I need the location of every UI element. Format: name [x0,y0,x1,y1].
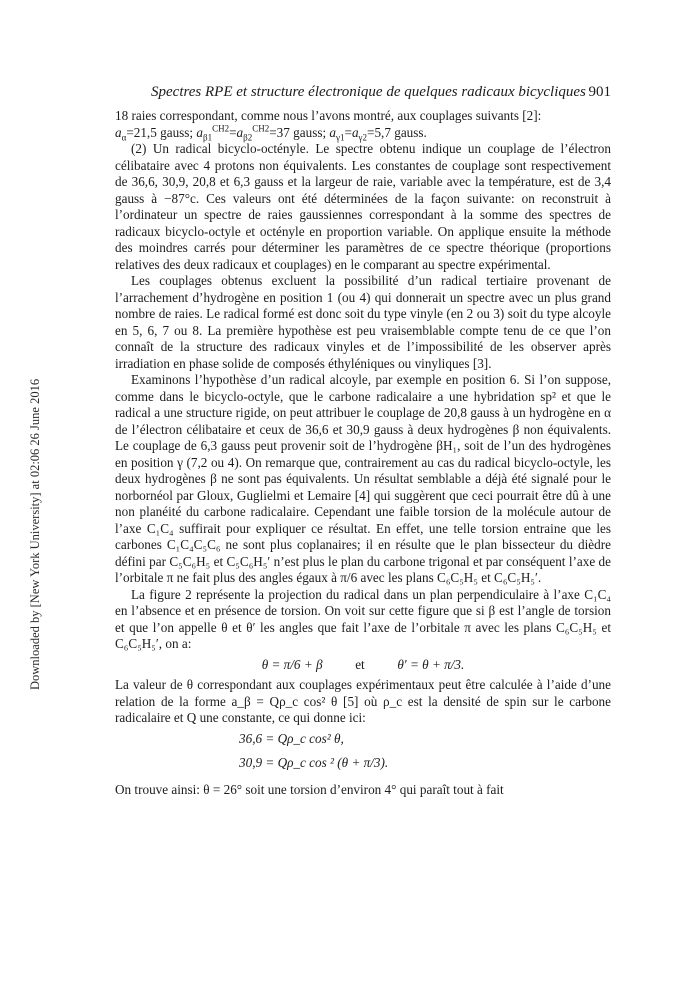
paragraph-2: (2) Un radical bicyclo-octényle. Le spectre obtenu indique un couplage de l’électron célibataire avec 4 protons non équivalents. Les constantes de couplage sont respectivement de 36,6, 30,9, 20,8 et 6,3 gauss et la largeur de raie, variable avec la température, est de 3,4 gauss à −87°c. Ces valeurs ont été déterminées de la façon suivante: on reconstruit à l’ordinateur un spectre de raies gaussiennes correspondant à la somme des spectres de radicaux bicyclo-octyle et octényle en proportion variable. On applique ensuite la méthode des moindres carrés pour déterminer les paramètres de ce spectre théorique (proportions relatives des deux radicaux et couplages) en le comparant au spectre expérimental. [115,141,611,272]
paragraph-4: Examinons l’hypothèse d’un radical alcoyle, par exemple en position 6. Si l’on suppose, comme dans le bicyclo-octyle, que le carbone radicalaire a une hybridation sp² et que le radical a une structure rigide, on peut attribuer le couplage de 20,8 gauss à un hydrogène en α de l’électron célibataire et ceux de 36,6 et 30,9 gauss à deux hydrogènes β non équivalents. Le couplage de 6,3 gauss peut provenir soit de l’hydrogène βH₁, soit de l’un des hydrogènes en position γ (7,2 ou 4). On remarque que, contrairement au cas du radical bicyclo-octyle, les deux hydrogènes β ne sont pas équivalents. Un résultat semblable a déjà été signalé pour le norbornéol par Gloux, Guglielmi et Lemaire [4] qui suggèrent que ceci pourrait être dû à une non planéité du carbone radicalaire. Cependant une faible torsion de la molécule autour de l’axe C₁C₄ suffirait pour expliquer ce résultat. En effet, une telle torsion entraine que les carbones C₁C₄C₅C₆ ne sont plus coplanaires; il en résulte que le plan bissecteur du dièdre défini par C₅C₆H₅ et C₅C₆H₅′ n’est plus le plan du carbone trigonal et par conséquent l’axe de l’orbitale π ne fait plus des angles égaux à π/6 avec les plans C₆C₅H₅ et C₆C₅H₅′. [115,372,611,585]
paragraph-5: La figure 2 représente la projection du radical dans un plan perpendiculaire à l’axe C₁C₄ en l’absence et en présence de torsion. On voit sur cette figure que si β est l’angle de torsion et que l’on appelle θ et θ′ les angles que fait l’axe de l’orbitale π avec les plans C₆C₅H₅ et C₆C₅H₅′, on a: [115,586,611,651]
equation-1-left: θ = π/6 + β [261,656,323,672]
page-number: 901 [588,84,611,100]
equation-2: 36,6 = Qρ_c cos² θ, [239,730,344,746]
download-note: Downloaded by [New York University] at 02:06 26 June 2016 [28,378,42,690]
equation-3: 30,9 = Qρ_c cos ² (θ + π/3). [239,755,389,770]
equation-1-separator: et [355,656,365,672]
paragraph-6: La valeur de θ correspondant aux couplages expérimentaux peut être calculée à l’aide d’une relation de la forme a_β = Qρ_c cos² θ [5] où ρ_c est la densité de spin sur le carbone radicalaire et Q une constante, ce qui donne ici: [115,677,611,725]
paragraph-3: Les couplages obtenus excluent la possibilité d’un radical tertiaire provenant de l’arrachement d’hydrogène en position 1 (ou 4) qui donnerait un spectre avec un plus grand nombre de raies. Le radical formé est donc soit du type vinyle (en 2 ou 3) soit du type alcoyle en 5, 6, 7 ou 8. La première hypothèse est peu vraisemblable compte tenu de ce que l’on connaît de la structure des radicaux vinyles et de l’impossibilité de les observer après irradiation en phase solide de composés éthyléniques ou vinyliques [3]. [115,273,611,371]
equation-1 [115,657,611,674]
body-text [115,108,611,798]
paragraph-1b: $a_\alpha=21,5$ gauss; $a_{\beta 1}^{CH2}=a_{\beta 2}^{CH2}=37$ gauss; $a_{\gamma 1}=a_{\gamma 2}=5,7$ gauss. [115,123,427,143]
paragraph-7: On trouve ainsi: θ = 26° soit une torsion d’environ 4° qui paraît tout à fait [115,781,504,797]
paragraph-1a: 18 raies correspondant, comme nous l’avons montré, aux couplages suivants [2]: [115,108,542,123]
running-title: Spectres RPE et structure électronique de quelques radicaux bicycliques [151,84,586,100]
equation-1-right: θ′ = θ + π/3. [397,656,465,672]
